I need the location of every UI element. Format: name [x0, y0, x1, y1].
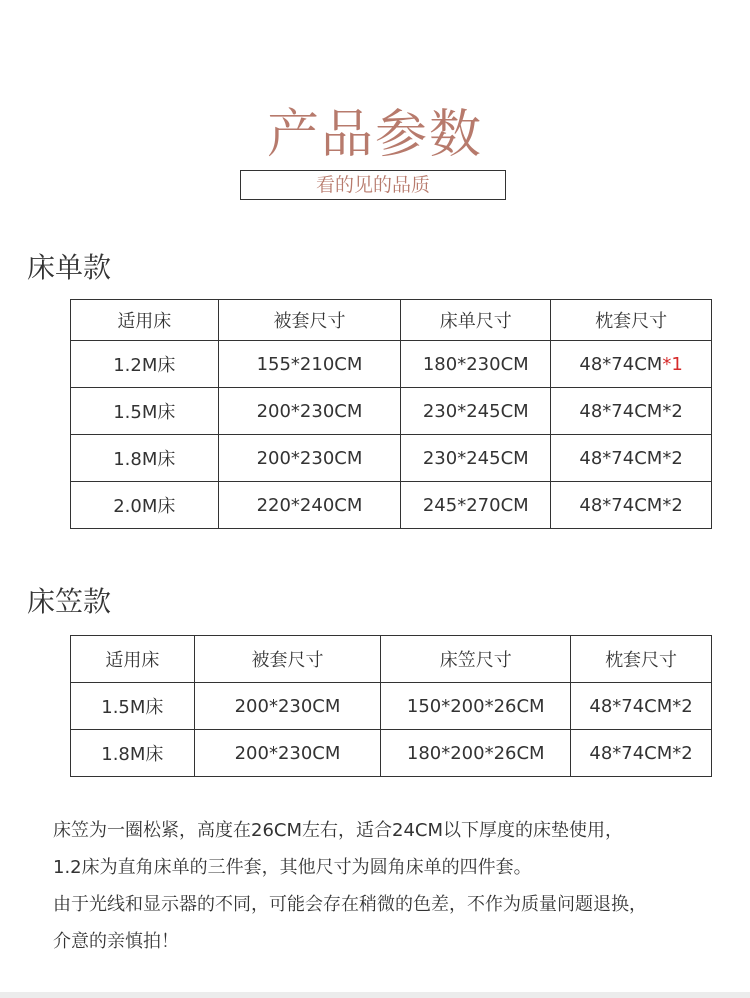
pillow-size-cell: 48*74CM*2 [571, 730, 712, 777]
header-cell: 枕套尺寸 [571, 636, 712, 683]
sheet-size-table [70, 299, 712, 529]
sheet-size-cell: 230*245CM [401, 435, 551, 482]
pillow-size-text: 48*74CM [579, 353, 663, 375]
table-row [71, 435, 712, 482]
duvet-size-cell: 200*230CM [194, 683, 381, 730]
note-line: 由于光线和显示器的不同，可能会存在稍微的色差，不作为质量问题退换， [53, 894, 647, 915]
header-cell: 适用床 [71, 300, 219, 341]
page-subtitle: 看的见的品质 [240, 170, 506, 200]
fitted-size-cell: 150*200*26CM [381, 683, 571, 730]
note-line: 介意的亲慎拍！ [53, 931, 179, 952]
table-header-row [71, 636, 712, 683]
header-cell: 被套尺寸 [218, 300, 401, 341]
sheet-size-cell: 245*270CM [401, 482, 551, 529]
table-row [71, 482, 712, 529]
notes-block [53, 812, 743, 960]
pillow-size-cell: 48*74CM*2 [551, 435, 712, 482]
pillow-size-cell: 48*74CM*2 [571, 683, 712, 730]
duvet-size-cell: 200*230CM [194, 730, 381, 777]
note-line: 床笠为一圈松紧，高度在26CM左右，适合24CM以下厚度的床垫使用， [53, 820, 624, 841]
bed-size-cell: 1.5M床 [71, 388, 219, 435]
header-cell: 被套尺寸 [194, 636, 381, 683]
pillow-quantity-highlight: *1 [662, 353, 683, 375]
sheet-size-cell: 180*230CM [401, 341, 551, 388]
duvet-size-cell: 200*230CM [218, 435, 401, 482]
note-line: 1.2床为直角床单的三件套，其他尺寸为圆角床单的四件套。 [53, 857, 532, 878]
duvet-size-cell: 155*210CM [218, 341, 401, 388]
fitted-size-table [70, 635, 712, 777]
sheet-size-cell: 230*245CM [401, 388, 551, 435]
header-cell: 床单尺寸 [401, 300, 551, 341]
table-header-row [71, 300, 712, 341]
bed-size-cell: 1.2M床 [71, 341, 219, 388]
table-row [71, 683, 712, 730]
fitted-section-title: 床笠款 [27, 585, 112, 618]
bed-size-cell: 1.8M床 [71, 435, 219, 482]
header-cell: 适用床 [71, 636, 195, 683]
table-row [71, 730, 712, 777]
header-cell: 枕套尺寸 [551, 300, 712, 341]
header-cell: 床笠尺寸 [381, 636, 571, 683]
pillow-size-cell: 48*74CM*2 [551, 482, 712, 529]
bed-size-cell: 1.8M床 [71, 730, 195, 777]
pillow-size-cell [551, 341, 712, 388]
pillow-size-cell: 48*74CM*2 [551, 388, 712, 435]
bottom-divider [0, 992, 750, 998]
fitted-size-cell: 180*200*26CM [381, 730, 571, 777]
duvet-size-cell: 220*240CM [218, 482, 401, 529]
duvet-size-cell: 200*230CM [218, 388, 401, 435]
bed-size-cell: 2.0M床 [71, 482, 219, 529]
table-row [71, 341, 712, 388]
bed-size-cell: 1.5M床 [71, 683, 195, 730]
sheet-section-title: 床单款 [27, 251, 112, 284]
table-row [71, 388, 712, 435]
page-title: 产品参数 [266, 105, 483, 165]
